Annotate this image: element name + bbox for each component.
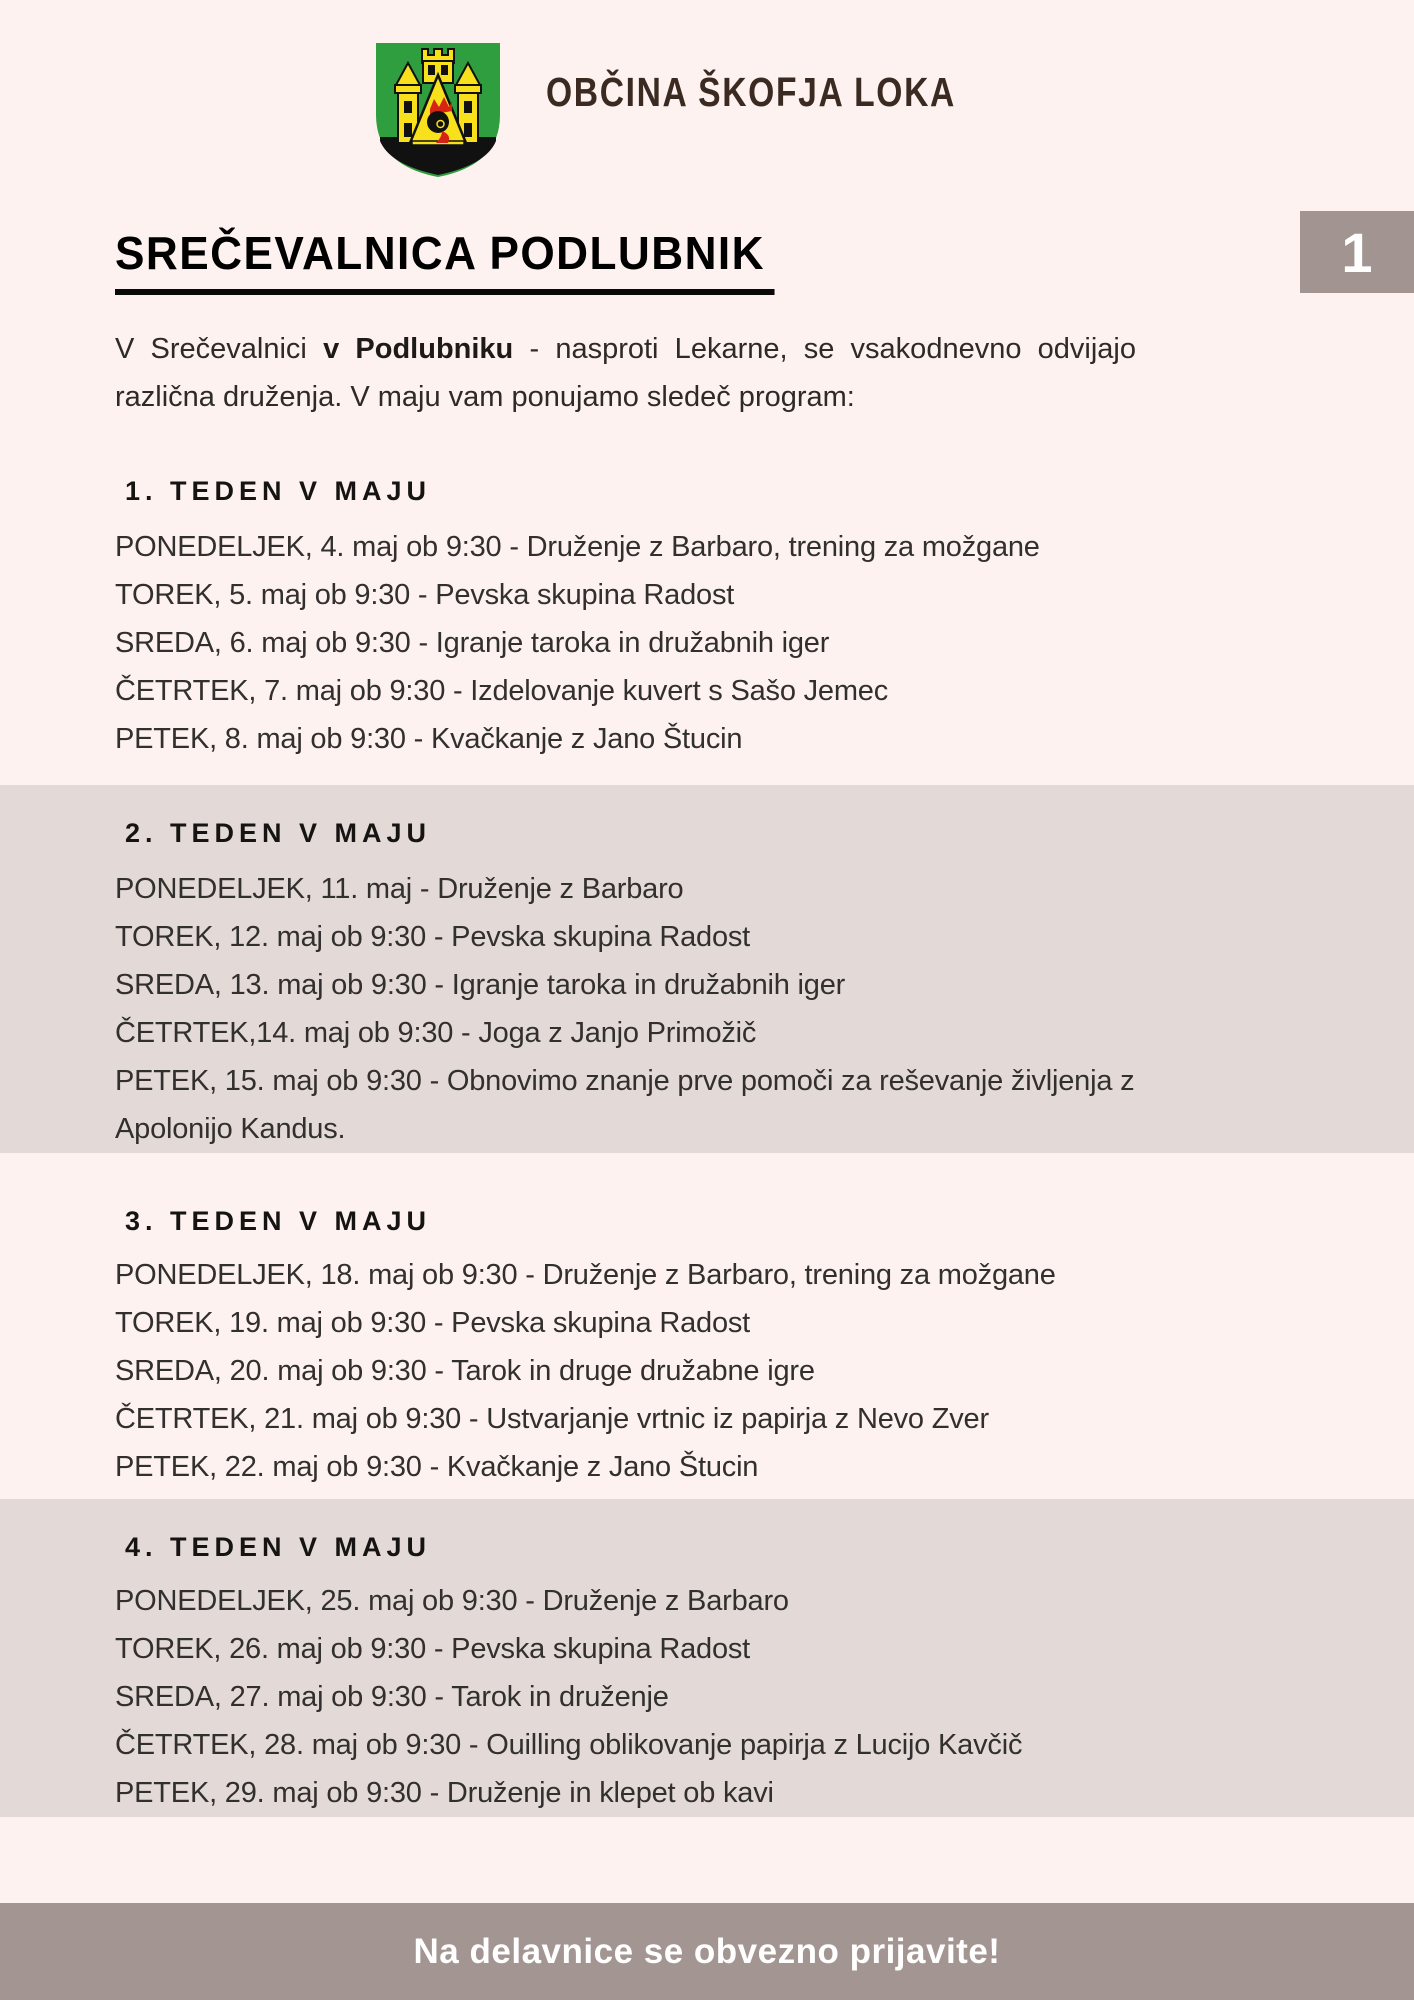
- event-line: SREDA, 27. maj ob 9:30 - Tarok in druženje: [115, 1681, 669, 1713]
- event-line: PETEK, 29. maj ob 9:30 - Druženje in klepet ob kavi: [115, 1777, 774, 1809]
- municipality-name: OBČINA ŠKOFJA LOKA: [546, 68, 956, 115]
- intro-part2: - nasproti Lekarne, se vsakodnevno odvijajo različna druženja. V maju vam ponujamo sledeč program:: [115, 333, 1136, 413]
- event-line: SREDA, 6. maj ob 9:30 - Igranje taroka in družabnih iger: [115, 627, 830, 659]
- event-line: PETEK, 22. maj ob 9:30 - Kvačkanje z Jano Štucin: [115, 1451, 759, 1483]
- event-line: SREDA, 13. maj ob 9:30 - Igranje taroka in družabnih iger: [115, 969, 846, 1001]
- week-2-title: 2. TEDEN V MAJU: [125, 818, 432, 848]
- week-3-section: [0, 1153, 1414, 1499]
- page-title: SREČEVALNICA PODLUBNIK: [115, 226, 775, 295]
- intro-paragraph: [0, 325, 1414, 421]
- event-line: ČETRTEK, 21. maj ob 9:30 - Ustvarjanje vrtnic iz papirja z Nevo Zver: [115, 1403, 989, 1435]
- week-4-title: 4. TEDEN V MAJU: [125, 1532, 432, 1562]
- event-line: SREDA, 20. maj ob 9:30 - Tarok in druge družabne igre: [115, 1355, 815, 1387]
- header: [0, 0, 1414, 180]
- week-4-section: [0, 1499, 1414, 1817]
- event-line: ČETRTEK, 7. maj ob 9:30 - Izdelovanje kuvert s Sašo Jemec: [115, 675, 889, 707]
- intro-bold: v Podlubniku: [323, 333, 514, 365]
- page-number-badge: 1: [1300, 211, 1414, 293]
- intro-part1: V Srečevalnici: [115, 333, 324, 365]
- event-line: TOREK, 12. maj ob 9:30 - Pevska skupina Radost: [115, 921, 751, 953]
- footer-band: [0, 1903, 1414, 2000]
- footer-note: Na delavnice se obvezno prijavite!: [413, 1931, 1001, 1971]
- event-line: PONEDELJEK, 18. maj ob 9:30 - Druženje z Barbaro, trening za možgane: [115, 1259, 1056, 1291]
- event-line: TOREK, 26. maj ob 9:30 - Pevska skupina Radost: [115, 1633, 751, 1665]
- event-line: TOREK, 19. maj ob 9:30 - Pevska skupina Radost: [115, 1307, 751, 1339]
- coat-of-arms-icon: [368, 37, 508, 179]
- event-line: TOREK, 5. maj ob 9:30 - Pevska skupina Radost: [115, 579, 735, 611]
- event-line: ČETRTEK, 28. maj ob 9:30 - Ouilling oblikovanje papirja z Lucijo Kavčič: [115, 1729, 1023, 1761]
- event-line: PETEK, 15. maj ob 9:30 - Obnovimo znanje prve pomoči za reševanje življenja z Apolonijo Kandus.: [115, 1065, 1135, 1145]
- week-1-section: [0, 421, 1414, 785]
- event-line: ČETRTEK,14. maj ob 9:30 - Joga z Janjo Primožič: [115, 1017, 757, 1049]
- event-line: PONEDELJEK, 11. maj - Druženje z Barbaro: [115, 873, 684, 905]
- week-2-section: [0, 785, 1414, 1153]
- week-3-title: 3. TEDEN V MAJU: [125, 1206, 432, 1236]
- week-1-title: 1. TEDEN V MAJU: [125, 476, 432, 506]
- event-line: PETEK, 8. maj ob 9:30 - Kvačkanje z Jano Štucin: [115, 723, 743, 755]
- title-row: [0, 226, 1414, 295]
- event-line: PONEDELJEK, 4. maj ob 9:30 - Druženje z Barbaro, trening za možgane: [115, 531, 1040, 563]
- event-line: PONEDELJEK, 25. maj ob 9:30 - Druženje z Barbaro: [115, 1585, 789, 1617]
